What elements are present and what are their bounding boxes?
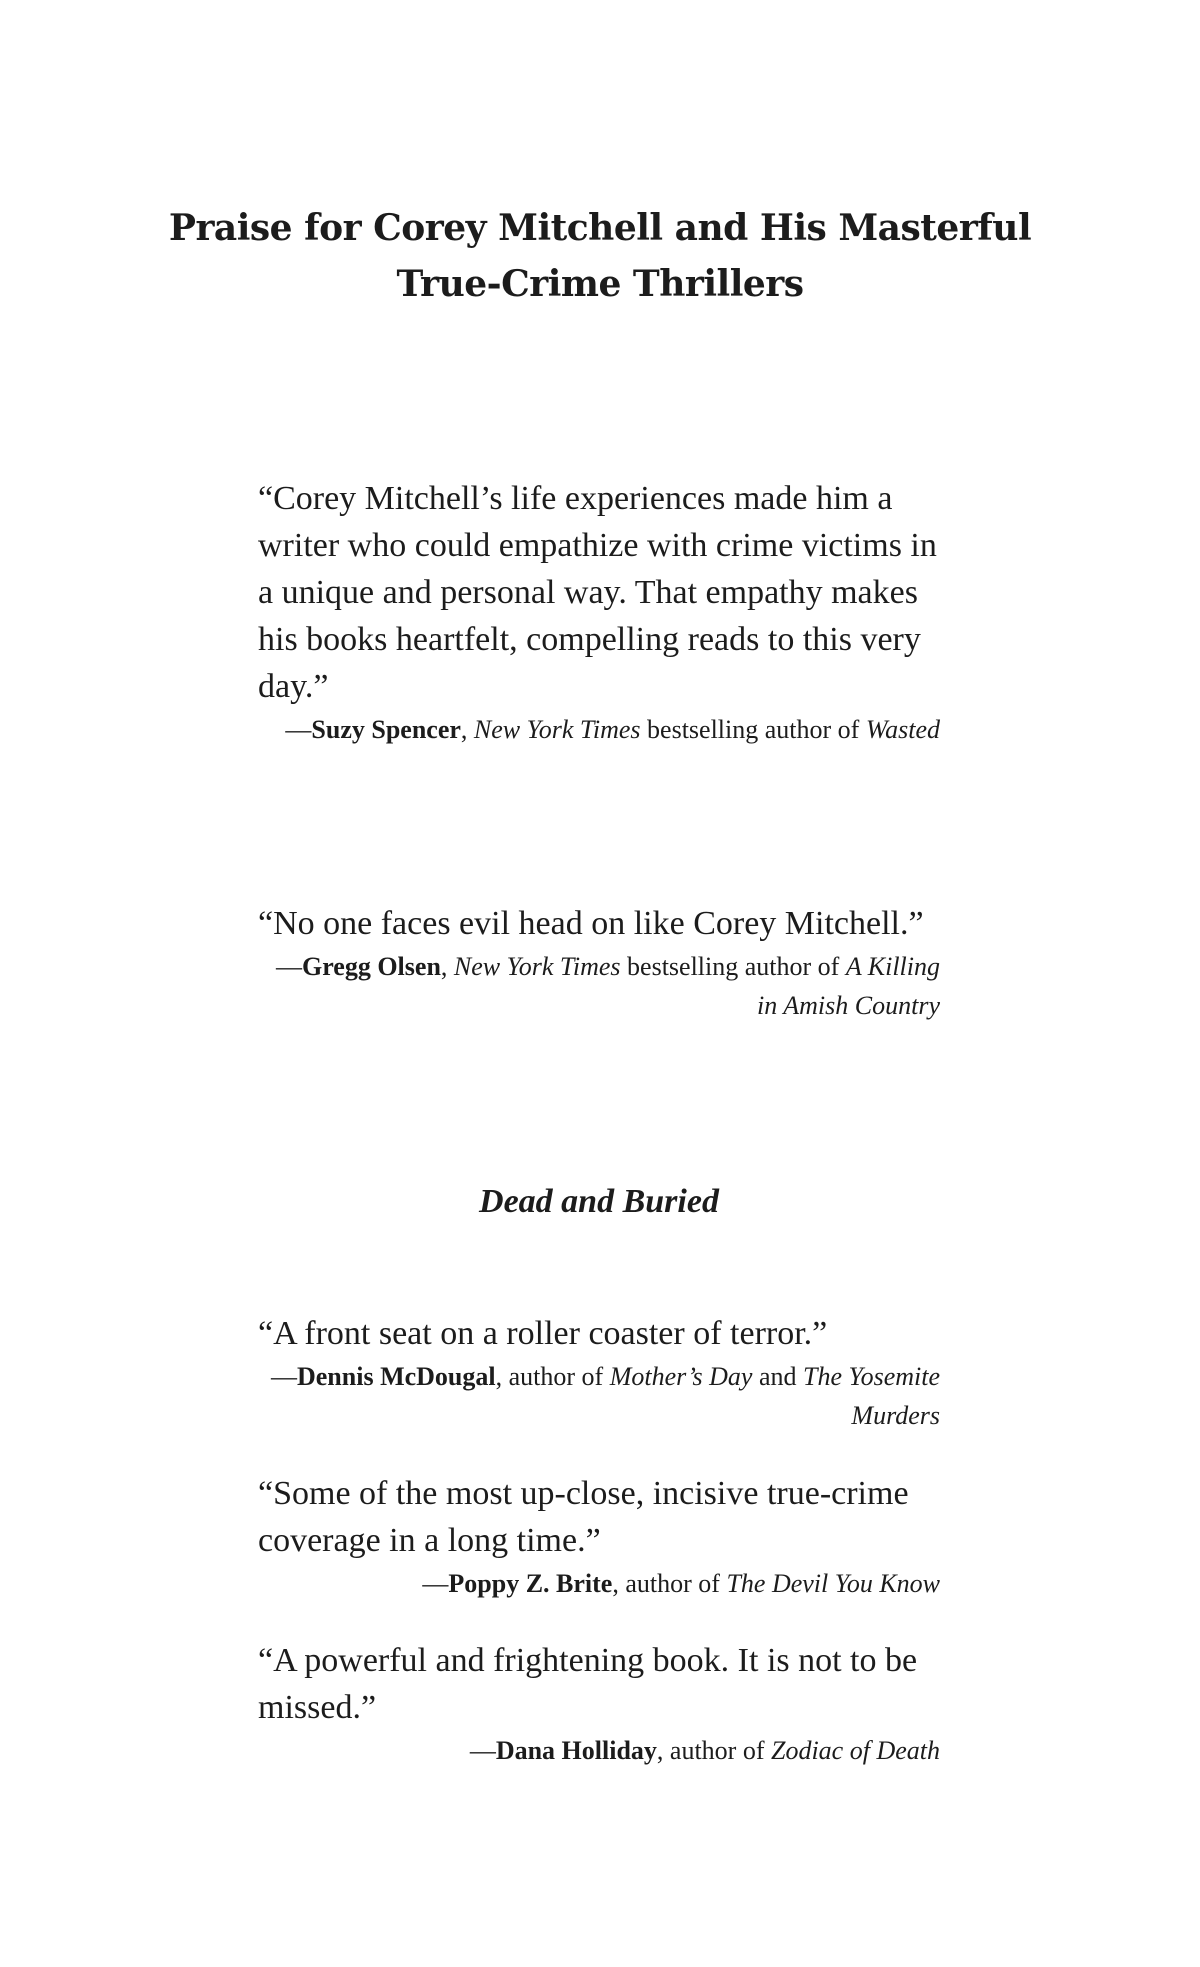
author-name: Poppy Z. Brite xyxy=(448,1569,613,1598)
em-dash: — xyxy=(270,1362,297,1391)
blurb-attribution xyxy=(258,710,940,749)
blurb-quote: “A powerful and frightening book. It is not to be missed.” xyxy=(258,1642,918,1726)
blurb-attribution xyxy=(258,1731,940,1770)
blurb-attribution xyxy=(258,1357,940,1435)
author-role: bestselling author of xyxy=(640,715,866,744)
book-title: Wasted xyxy=(865,715,940,744)
blurb-quote: “No one faces evil head on like Corey Mitchell.” xyxy=(258,905,924,942)
book-title: The Devil You Know xyxy=(726,1569,940,1598)
blurb-quote: “Some of the most up-close, incisive true-crime coverage in a long time.” xyxy=(258,1475,909,1559)
blurb-suzy-spencer xyxy=(258,475,940,749)
author-role: bestselling author of xyxy=(620,952,846,981)
blurb-attribution xyxy=(258,1564,940,1603)
author-role: , author of xyxy=(612,1569,727,1598)
blurb-poppy-z-brite xyxy=(258,1470,940,1603)
blurb-gregg-olsen xyxy=(258,900,940,1025)
blurb-quote: “A front seat on a roller coaster of terror.” xyxy=(258,1315,828,1352)
em-dash: — xyxy=(422,1569,449,1598)
author-role: , author of xyxy=(656,1736,771,1765)
author-role: , author of xyxy=(495,1362,610,1391)
author-name: Dennis McDougal xyxy=(296,1362,496,1391)
publication-title: New York Times xyxy=(453,952,621,981)
book-title: The Yosemite Murders xyxy=(803,1362,940,1430)
publication-title: New York Times xyxy=(473,715,641,744)
conjunction: and xyxy=(752,1362,803,1391)
separator: , xyxy=(440,952,454,981)
separator: , xyxy=(460,715,474,744)
blurb-attribution xyxy=(258,947,940,1025)
book-title: Zodiac of Death xyxy=(771,1736,940,1765)
blurb-dana-holliday xyxy=(258,1637,940,1770)
book-title: A Killing in Amish Country xyxy=(757,952,940,1020)
em-dash: — xyxy=(285,715,312,744)
em-dash: — xyxy=(276,952,302,981)
author-name: Gregg Olsen xyxy=(302,952,441,981)
blurb-dennis-mcdougal xyxy=(258,1310,940,1435)
em-dash: — xyxy=(469,1736,496,1765)
page-title: Praise for Corey Mitchell and His Masterful True-Crime Thrillers xyxy=(168,207,1032,305)
author-name: Dana Holliday xyxy=(495,1736,657,1765)
section-heading: Dead and Buried xyxy=(479,1183,719,1220)
book-title: Mother’s Day xyxy=(609,1362,753,1391)
author-name: Suzy Spencer xyxy=(311,715,461,744)
blurb-quote: “Corey Mitchell’s life experiences made him a writer who could empathize with crime victims in a unique and personal way. That empathy makes his books heartfelt, compelling reads to this very day.” xyxy=(258,480,937,705)
